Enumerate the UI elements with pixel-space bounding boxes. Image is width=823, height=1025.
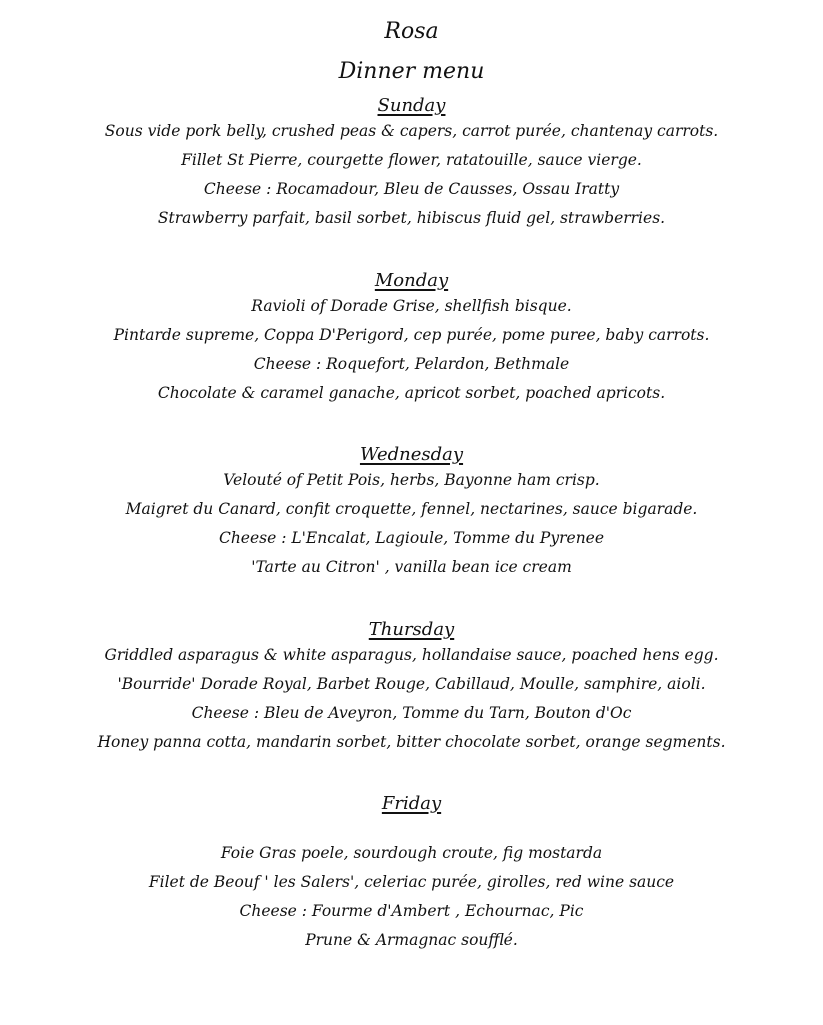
dish-item: Cheese : Bleu de Aveyron, Tomme du Tarn, Bouton d'Oc (191, 704, 632, 722)
dish-item: Ravioli of Dorade Grise, shellfish bisque. (251, 297, 572, 315)
day-heading: Wednesday (359, 444, 464, 465)
dish-item: Sous vide pork belly, crushed peas & capers, carrot purée, chantenay carrots. (104, 122, 719, 140)
dish-list (0, 641, 823, 757)
dish-list (0, 117, 823, 233)
restaurant-name: Rosa (384, 19, 439, 44)
day-heading: Thursday (368, 619, 455, 640)
dish-item: Pintarde supreme, Coppa D'Perigord, cep purée, pome puree, baby carrots. (113, 326, 710, 344)
day-heading: Sunday (377, 95, 446, 116)
dish-item: Cheese : L'Encalat, Lagioule, Tomme du Pyrenee (218, 529, 605, 547)
dish-item: Maigret du Canard, confit croquette, fennel, nectarines, sauce bigarade. (125, 500, 698, 518)
dish-list (0, 292, 823, 408)
dish-item: Cheese : Roquefort, Pelardon, Bethmale (253, 355, 570, 373)
dish-item: Strawberry parfait, basil sorbet, hibiscus fluid gel, strawberries. (157, 209, 666, 227)
dish-item: Filet de Beouf ' les Salers', celeriac purée, girolles, red wine sauce (148, 873, 675, 891)
dish-item: Honey panna cotta, mandarin sorbet, bitter chocolate sorbet, orange segments. (97, 733, 726, 751)
dish-item: Foie Gras poele, sourdough croute, fig mostarda (220, 844, 603, 862)
day-section-thursday (0, 619, 823, 757)
day-section-friday (0, 793, 823, 955)
dish-item: 'Bourride' Dorade Royal, Barbet Rouge, Cabillaud, Moulle, samphire, aioli. (117, 675, 706, 693)
dish-item: Chocolate & caramel ganache, apricot sorbet, poached apricots. (157, 384, 666, 402)
dish-item: Prune & Armagnac soufflé. (305, 931, 518, 949)
dish-item: Cheese : Rocamadour, Bleu de Causses, Ossau Iratty (203, 180, 620, 198)
dish-item: Velouté of Petit Pois, herbs, Bayonne ham crisp. (223, 471, 600, 489)
dish-item: Fillet St Pierre, courgette flower, ratatouille, sauce vierge. (181, 151, 642, 169)
menu-title: Dinner menu (338, 59, 485, 84)
dish-list (0, 839, 823, 955)
day-section-monday (0, 270, 823, 408)
day-section-sunday (0, 95, 823, 233)
day-section-wednesday (0, 444, 823, 582)
dish-item: Cheese : Fourme d'Ambert , Echournac, Pic (239, 902, 584, 920)
day-heading: Monday (374, 270, 449, 291)
dish-list (0, 466, 823, 582)
dish-item: Griddled asparagus & white asparagus, hollandaise sauce, poached hens egg. (104, 646, 719, 664)
day-heading: Friday (381, 793, 442, 814)
dish-item: 'Tarte au Citron' , vanilla bean ice cream (251, 558, 572, 576)
